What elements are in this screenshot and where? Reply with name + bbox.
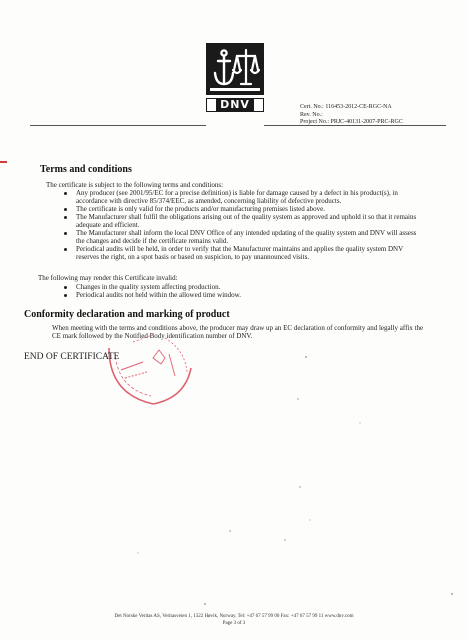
conformity-heading: Conformity declaration and marking of product — [24, 309, 230, 320]
revision-number: Rev. No.: — [300, 111, 323, 118]
official-stamp — [95, 328, 205, 410]
end-of-certificate: END OF CERTIFICATE — [24, 352, 120, 362]
conformity-text: When meeting with the terms and conditions above, the producer may draw up an EC declaration of conformity and legally affix the CE mark followed by the Notified Body identification number of DNV. — [52, 324, 424, 340]
invalid-item: Periodical audits not held within the allowed time window. — [62, 291, 424, 299]
cert-number: Cert. No.: 116453-2012-CE-RGC-NA — [300, 104, 392, 110]
footer-address: Det Norske Veritas AS, Veritasveien 1, 1322 Høvik, Norway. Tel: +47 67 57 99 00 Fax: +47 67 57 99 11 www.dnv.com — [114, 614, 354, 619]
terms-item: Any producer (see 2001/95/EC for a precise definition) is liable for damage caused by a defect in his product(s), in accordance with directive 85/374/EEC, as amended, concerning liability of defective products. — [62, 189, 424, 205]
dnv-wordmark-text: DNV — [216, 99, 254, 111]
margin-mark — [0, 161, 7, 163]
invalid-intro: The following may render this Certificate invalid: — [38, 274, 178, 282]
invalid-list — [62, 283, 424, 299]
terms-item: The Manufacturer shall inform the local DNV Office of any intended updating of the quality system and DNV will assess the changes and decide if the certificate remains valid. — [62, 229, 424, 245]
page-footer — [0, 614, 468, 627]
dnv-logo — [206, 43, 264, 112]
terms-intro: The certificate is subject to the following terms and conditions: — [46, 181, 224, 189]
terms-list — [62, 189, 424, 261]
project-number: Project No.: PRJC-40131-2007-PRC-RGC — [300, 119, 403, 125]
dnv-wordmark — [206, 98, 264, 112]
invalid-item: Changes in the quality system affecting production. — [62, 283, 424, 291]
page-number: Page 3 of 3 — [222, 620, 246, 626]
certificate-reference — [300, 104, 403, 127]
header-rule-left — [30, 125, 206, 126]
anchor-scales-icon — [206, 43, 264, 95]
terms-item: Periodical audits will be held, in order to verify that the Manufacturer maintains and applies the quality system DNV reserves the right, on a spot basis or based on suspicion, to pay unannounced visits. — [62, 245, 424, 261]
terms-item: The certificate is only valid for the products and/or manufacturing premises listed above. — [62, 205, 424, 213]
terms-heading: Terms and conditions — [40, 164, 132, 175]
terms-item: The Manufacturer shall fulfil the obligations arising out of the quality system as approved and uphold it so that it remains adequate and efficient. — [62, 213, 424, 229]
